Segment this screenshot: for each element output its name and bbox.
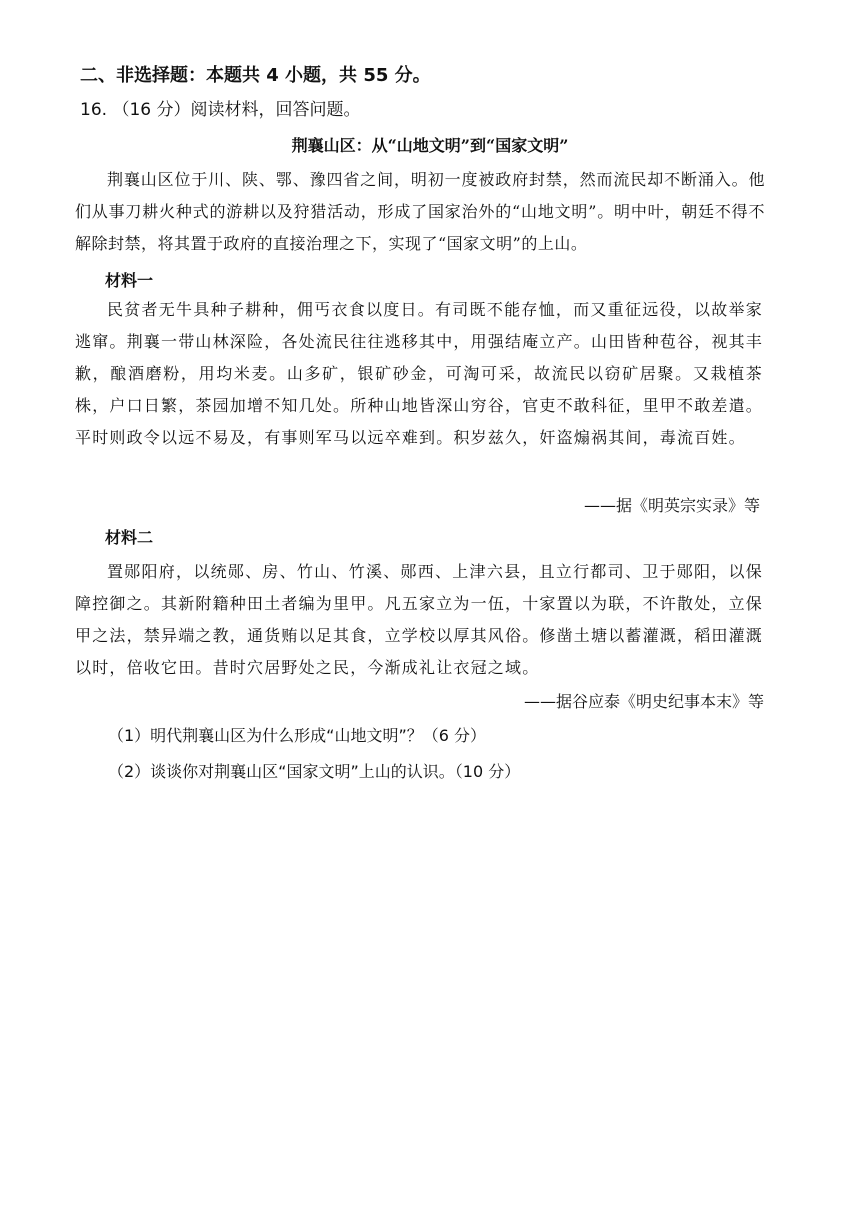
section-heading: 二、非选择题：本题共 4 小题，共 55 分。 — [80, 65, 431, 86]
question-number-line: 16. （16 分）阅读材料，回答问题。 — [80, 100, 361, 120]
material2-text: 置郧阳府，以统郧、房、竹山、竹溪、郧西、上津六县，且立行都司、卫于郧阳，以保障控御之。其新附籍种田土者编为里甲。凡五家立为一伍，十家置以为联，不许散处，立保甲之法，禁异端之教，通货贿以足其食，立学校以厚其风俗。修凿土塘以蓄灌溉，稻田灌溉以时，倍收它田。昔时穴居野处之民，今渐成礼让衣冠之域。 — [75, 562, 764, 677]
material2-label: 材料二 — [105, 528, 154, 547]
material1-label: 材料一 — [105, 271, 154, 290]
intro-paragraph: 荆襄山区位于川、陕、鄂、豫四省之间，明初一度被政府封禁，然而流民却不断涌入。他们从事刀耕火种式的游耕以及狩猎活动，形成了国家治外的“山地文明”。明中叶，朝廷不得不解除封禁，将其置于政府的直接治理之下，实现了“国家文明”的上山。 — [75, 170, 765, 253]
material1-text: 民贫者无牛具种子耕种，佣丐衣食以度日。有司既不能存恤，而又重征远役，以故举家逃窜。荆襄一带山林深险，各处流民往往逃移其中，用强结庵立产。山田皆种苞谷，视其丰歉，酿酒磨粉，用均米麦。山多矿，银矿砂金，可淘可采，故流民以窃矿居聚。又栽植茶株，户口日繁，茶园加增不知几处。所种山地皆深山穷谷，官吏不敢科征，里甲不敢差遣。平时则政令以远不易及，有事则军马以远卒难到。积岁兹久，奸盗煽祸其间，毒流百姓。 — [75, 300, 764, 447]
subquestion-2: （2）谈谈你对荆襄山区“国家文明”上山的认识。（10 分） — [108, 762, 521, 781]
material1-source: ——据《明英宗实录》等 — [583, 496, 760, 515]
material2-source: ——据谷应泰《明史纪事本末》等 — [523, 692, 764, 711]
material-title: 荆襄山区：从“山地文明”到“国家文明” — [291, 136, 569, 155]
subquestion-1: （1）明代荆襄山区为什么形成“山地文明”？（6 分） — [108, 726, 487, 745]
